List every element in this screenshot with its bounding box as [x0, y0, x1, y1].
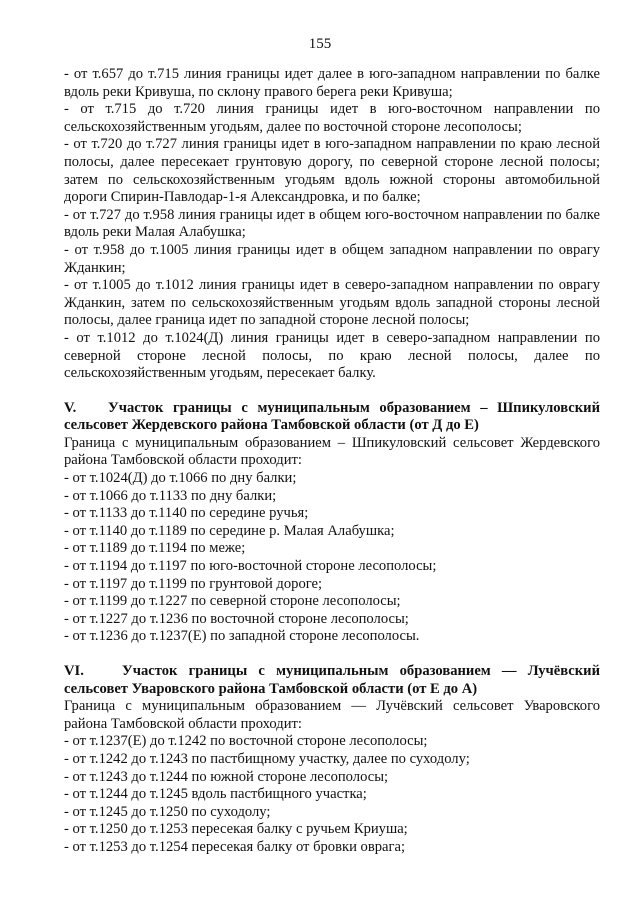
boundary-paragraph: - от т.715 до т.720 линия границы идет в юго-восточном направлении по сельскохозяйственным угодьям, далее по восточной стороне лесополосы; — [64, 101, 600, 135]
section-5-intro: Граница с муниципальным образованием – Шпикуловский сельсовет Жердевского района Тамбовской области проходит: — [64, 434, 600, 469]
list-item: - от т.1133 до т.1140 по середине ручья; — [64, 505, 309, 522]
list-item: - от т.1253 до т.1254 пересекая балку от бровки оврага; — [64, 838, 406, 855]
section-5-title: Участок границы с муниципальным образованием – Шпикуловский сельсовет Жердевского района Тамбовской области (от Д до Е) — [64, 399, 600, 434]
list-item: - от т.1245 до т.1250 по суходолу; — [64, 803, 271, 820]
list-item: - от т.1236 до т.1237(Е) по западной стороне лесополосы. — [64, 628, 420, 645]
list-item: - от т.1242 до т.1243 по пастбищному участку, далее по суходолу; — [64, 750, 470, 767]
section-5-number: V. — [64, 399, 77, 416]
boundary-paragraph: - от т.720 до т.727 линия границы идет в юго-западном направлении по краю лесной полосы, далее пересекает грунтовую дорогу, по северной стороне лесной полосы; затем по сельскохозяйственным угодьям вдоль южной стороны автомобильной дороги Спирин-Павлодар-1-я Александровка, и по балке; — [64, 136, 600, 206]
section-6-intro: Граница с муниципальным образованием — Лучёвский сельсовет Уваровского района Тамбовской области проходит: — [64, 698, 600, 732]
list-item: - от т.1199 до т.1227 по северной стороне лесополосы; — [64, 593, 401, 610]
list-item: - от т.1194 до т.1197 по юго-восточной стороне лесополосы; — [64, 558, 437, 575]
boundary-paragraph: - от т.1005 до т.1012 линия границы идет в северо-западном направлении по оврагу Жданкин, затем по сельскохозяйственным угодьям вдоль западной стороны лесной полосы, далее граница идет по западной стороне лесной полосы; — [64, 277, 600, 329]
boundary-paragraph: - от т.1012 до т.1024(Д) линия границы идет в северо-западном направлении по северной стороне лесной полосы, по краю лесной полосы, далее по сельскохозяйственным угодьям, пересекает балку. — [64, 329, 600, 382]
section-5-heading — [64, 400, 600, 435]
list-item: - от т.1237(Е) до т.1242 по восточной стороне лесополосы; — [64, 733, 428, 750]
boundary-paragraph: - от т.657 до т.715 линия границы идет далее в юго-западном направлении по балке вдоль реки Кривуша, по склону правого берега реки Кривуша; — [64, 66, 600, 100]
boundary-paragraph: - от т.727 до т.958 линия границы идет в общем юго-восточном направлении по балке вдоль реки Малая Алабушка; — [64, 206, 600, 241]
list-item: - от т.1250 до т.1253 пересекая балку с ручьем Криуша; — [64, 821, 408, 838]
section-6 — [64, 663, 600, 857]
boundary-paragraph: - от т.958 до т.1005 линия границы идет в общем западном направлении по оврагу Жданкин; — [64, 241, 600, 276]
section-6-title: Участок границы с муниципальным образованием — Лучёвский сельсовет Уваровского района Тамбовской области (от Е до А) — [64, 663, 600, 697]
list-item: - от т.1244 до т.1245 вдоль пастбищного участка; — [64, 786, 367, 803]
list-item: - от т.1066 до т.1133 по дну балки; — [64, 487, 277, 504]
list-item: - от т.1024(Д) до т.1066 по дну балки; — [64, 470, 297, 487]
section-5 — [64, 400, 600, 646]
section-5-list — [64, 470, 600, 646]
list-item: - от т.1197 до т.1199 по грунтовой дороге; — [64, 575, 323, 592]
list-item: - от т.1227 до т.1236 по восточной стороне лесополосы; — [64, 610, 409, 627]
section-6-heading — [64, 663, 600, 698]
list-item: - от т.1140 до т.1189 по середине р. Малая Алабушка; — [64, 522, 395, 539]
section-6-list — [64, 733, 600, 856]
section-6-number: VI. — [64, 663, 84, 679]
page-content — [64, 66, 600, 874]
list-item: - от т.1243 до т.1244 по южной стороне лесополосы; — [64, 768, 389, 785]
list-item: - от т.1189 до т.1194 по меже; — [64, 540, 246, 557]
boundary-description-part1 — [64, 66, 600, 383]
page-number: 155 — [308, 36, 332, 52]
